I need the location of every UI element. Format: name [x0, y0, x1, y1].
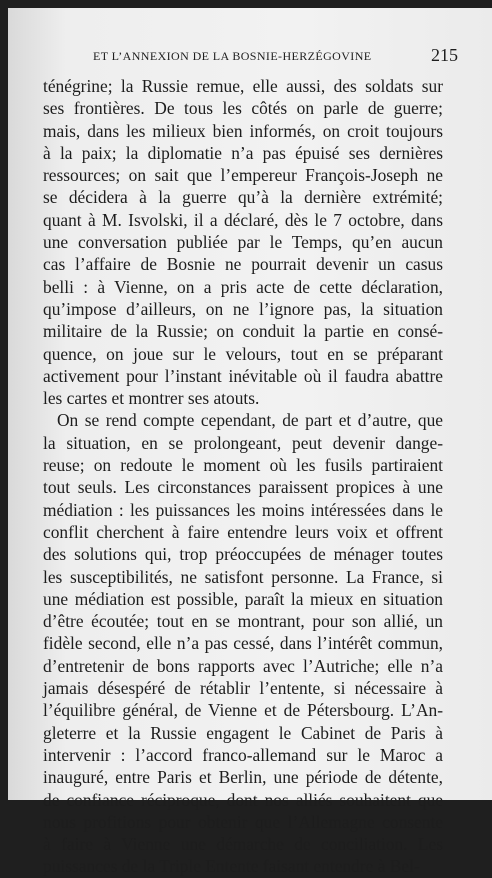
page-number: 215 — [431, 45, 458, 65]
text-line: ténégrine; la Russie remue, elle aussi, des soldats sur — [43, 76, 443, 96]
text-line: d’être écoutée; tout en se montrant, pour son allié, un — [43, 611, 443, 632]
text-line: ses frontières. De tous les côtés on parle de guerre; — [43, 98, 443, 119]
text-line: les cartes et montrer ses atouts. — [43, 388, 260, 409]
page-header — [93, 45, 458, 65]
text-line: à la paix; la diplomatie n’a pas épuisé ses dernières — [43, 142, 443, 163]
text-line: tout seuls. Les circonstances paraissent propices à une — [43, 477, 443, 498]
text-line: reuse; on redoute le moment où les fusils partiraient — [43, 455, 443, 476]
text-line: fidèle second, elle n’a pas cessé, dans l’intérêt commun, — [43, 633, 443, 654]
text-line: l’équilibre général, de Vienne et de Pétersbourg. L’An- — [43, 700, 443, 721]
text-line: puissances de la Triple Entente faisant entendre à Bel- — [43, 856, 420, 877]
text-line: ressources; on sait que l’empereur François-Joseph ne — [43, 165, 443, 186]
text-line: jamais désespéré de rétablir l’entente, si nécessaire à — [43, 678, 443, 699]
text-line: se décidera à la guerre qu’à la dernière extrémité; — [43, 187, 443, 208]
text-line: les susceptibilités, ne satisfont personne. La France, si — [43, 566, 443, 587]
running-head: ET L’ANNEXION DE LA BOSNIE-HERZÉGOVINE — [93, 49, 372, 63]
text-line: une conversation publiée par le Temps, qu’en aucun — [43, 232, 443, 253]
paragraph — [43, 409, 443, 877]
text-line: militaire de la Russie; on conduit la partie en consé- — [43, 321, 443, 342]
paragraph — [43, 75, 443, 409]
text-line: d’entretenir de bons rapports avec l’Autriche; elle n’a — [43, 655, 443, 676]
text-line: belli : à Vienne, on a pris acte de cette déclaration, — [43, 276, 443, 297]
text-line: quence, on joue sur le velours, tout en se préparant — [43, 343, 443, 364]
text-line: mais, dans les milieux bien informés, on croit toujours — [43, 120, 443, 141]
text-line: On se rend compte cependant, de part et d’autre, que — [57, 410, 443, 431]
text-line: cas l’affaire de Bosnie ne pourrait devenir un casus — [43, 254, 443, 275]
text-line: une médiation est possible, paraît la mieux en situation — [43, 588, 443, 609]
text-line: activement pour l’instant inévitable où il faudra abattre — [43, 365, 443, 386]
body-text — [43, 75, 443, 878]
text-line: à faire à Vienne une démarche de conciliation. Les — [43, 834, 443, 855]
book-page — [8, 8, 492, 877]
text-line: qu’impose d’ailleurs, on ne l’ignore pas, la situation — [43, 298, 443, 319]
text-line: intervenir : l’accord franco-allemand sur le Maroc a — [43, 744, 443, 765]
text-line: conflit cherchent à faire entendre leurs voix et offrent — [43, 521, 443, 542]
text-line: inauguré, entre Paris et Berlin, une période de détente, — [43, 767, 443, 788]
text-line: la situation, en se prolongeant, peut devenir dange- — [43, 432, 443, 453]
text-line: des solutions qui, trop préoccupées de ménager toutes — [43, 544, 443, 565]
text-line: de confiance réciproque, dont nos alliés souhaitent que — [43, 789, 443, 810]
text-line: quant à M. Isvolski, il a déclaré, dès le 7 octobre, dans — [43, 209, 443, 230]
text-line: gleterre et la Russie engagent le Cabinet de Paris à — [43, 722, 443, 743]
text-line: nous profitions pour obtenir que l’Allemagne consente — [43, 811, 443, 832]
text-line: médiation : les puissances les moins intéressées dans le — [43, 499, 443, 520]
